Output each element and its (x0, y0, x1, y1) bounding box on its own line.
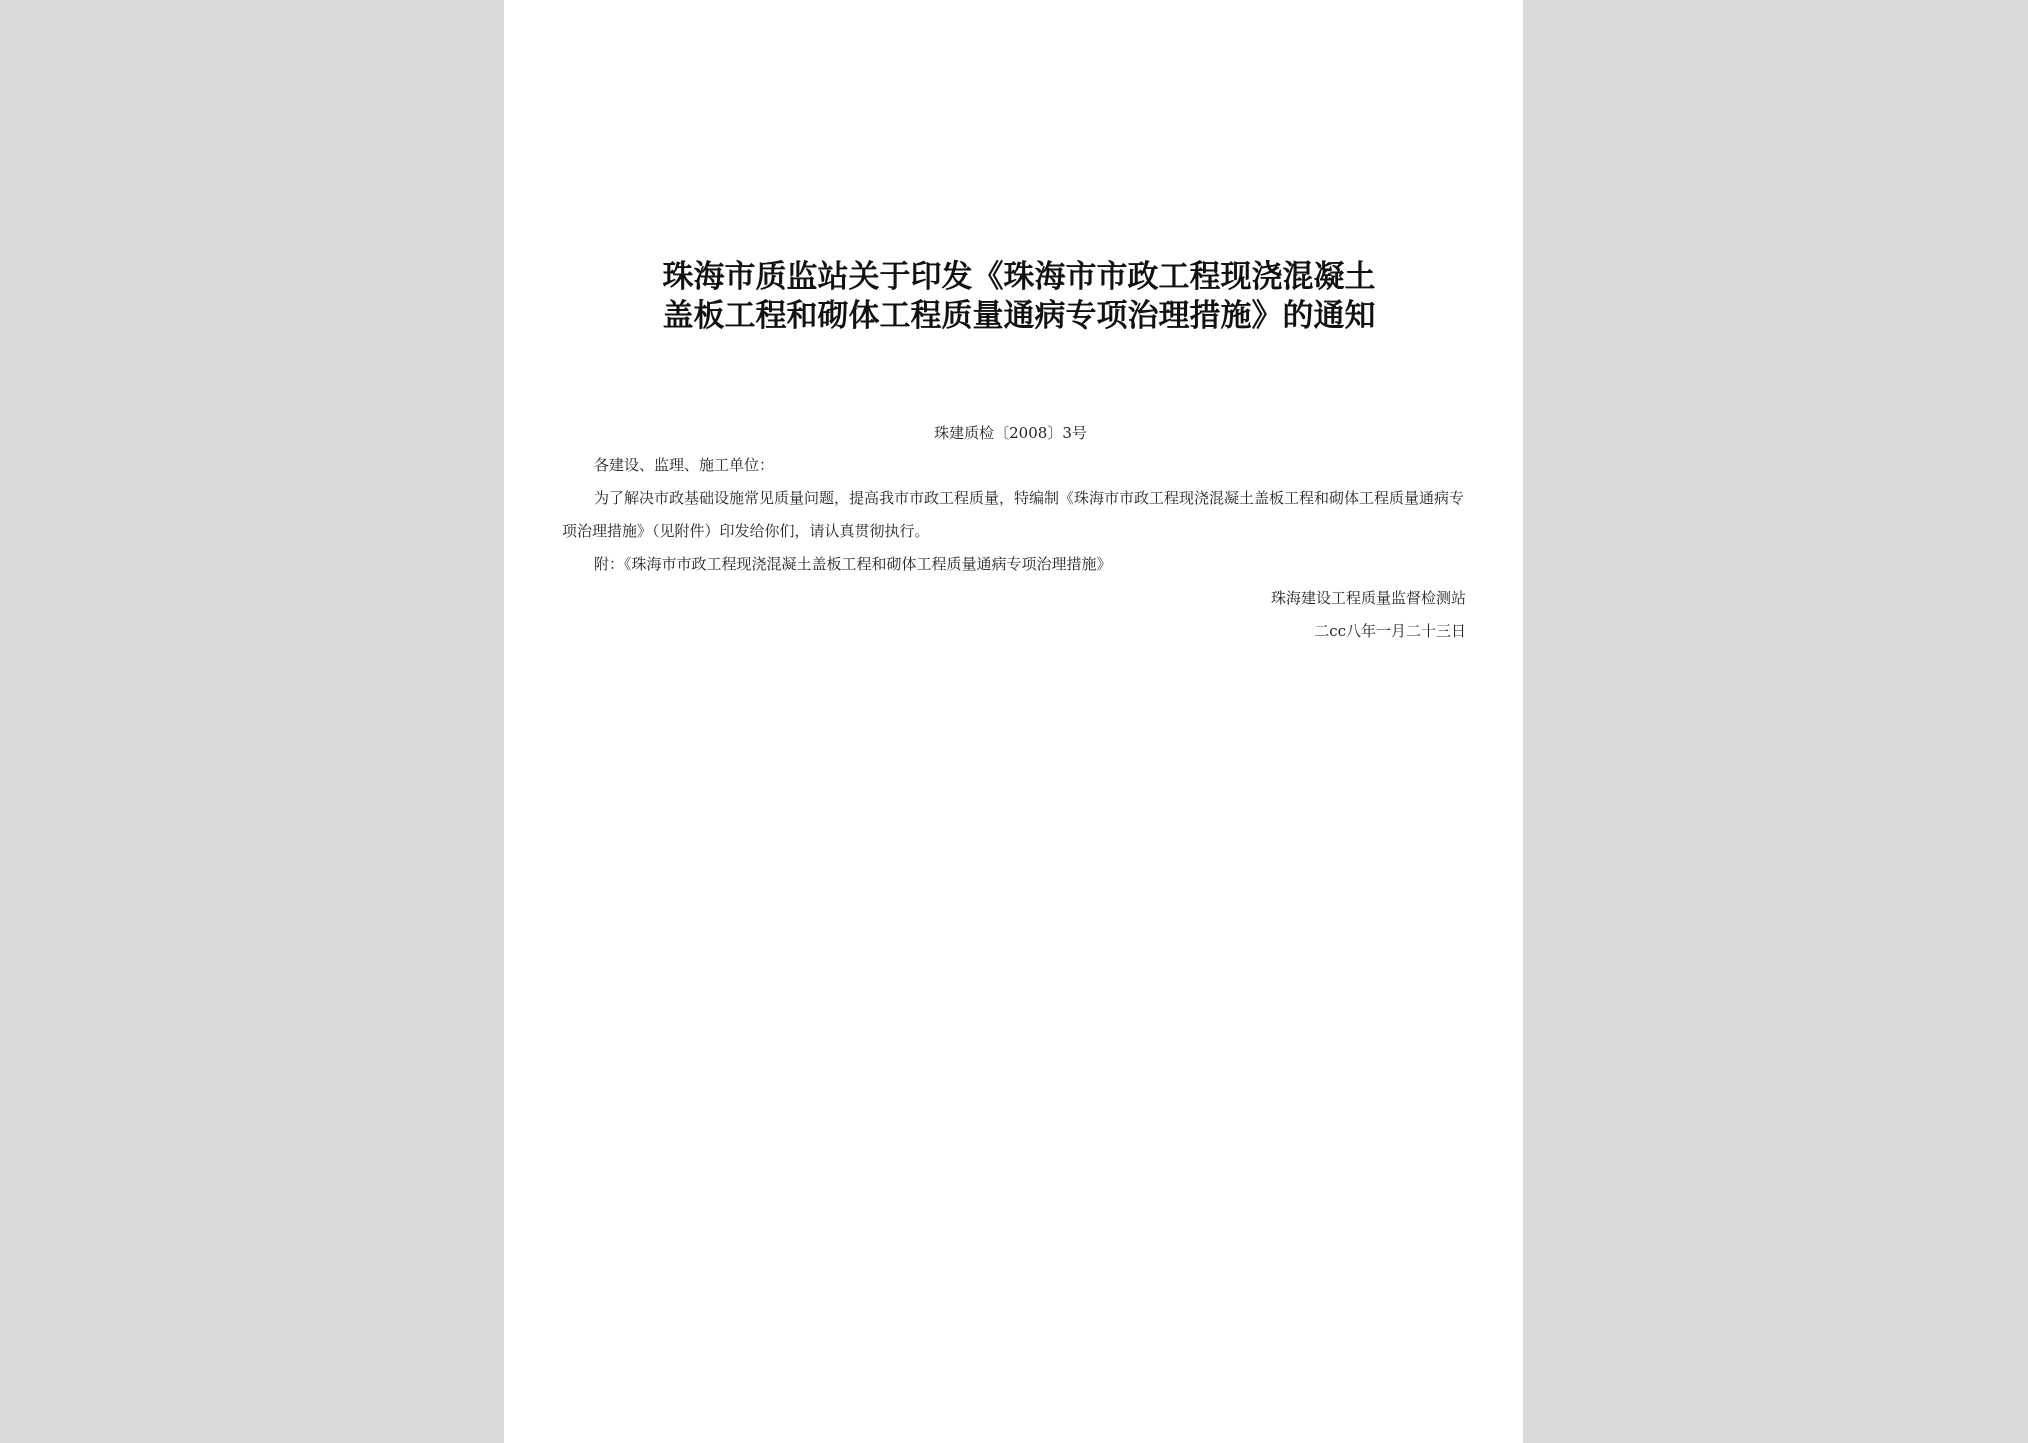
title-line-1: 珠海市质监站关于印发《珠海市市政工程现浇混凝土 (662, 259, 1376, 295)
attachment-note: 附：《珠海市市政工程现浇混凝土盖板工程和砌体工程质量通病专项治理措施》 (594, 555, 1112, 573)
signature-date: 二cc八年一月二十三日 (1314, 622, 1466, 640)
salutation: 各建设、监理、施工单位： (594, 456, 775, 474)
document-title (584, 258, 1454, 336)
body-paragraph: 为了解决市政基础设施常见质量问题，提高我市市政工程质量，特编制《珠海市市政工程现浇混凝土盖板工程和砌体工程质量通病专项治理措施》（见附件）印发给你们，请认真贯彻执行。 (562, 489, 1465, 540)
title-line-2: 盖板工程和砌体工程质量通病专项治理措施》的通知 (662, 298, 1376, 334)
document-number: 珠建质检〔2008〕3号 (934, 424, 1087, 442)
signature-organization: 珠海建设工程质量监督检测站 (1270, 589, 1466, 607)
document-page (504, 0, 1523, 1443)
